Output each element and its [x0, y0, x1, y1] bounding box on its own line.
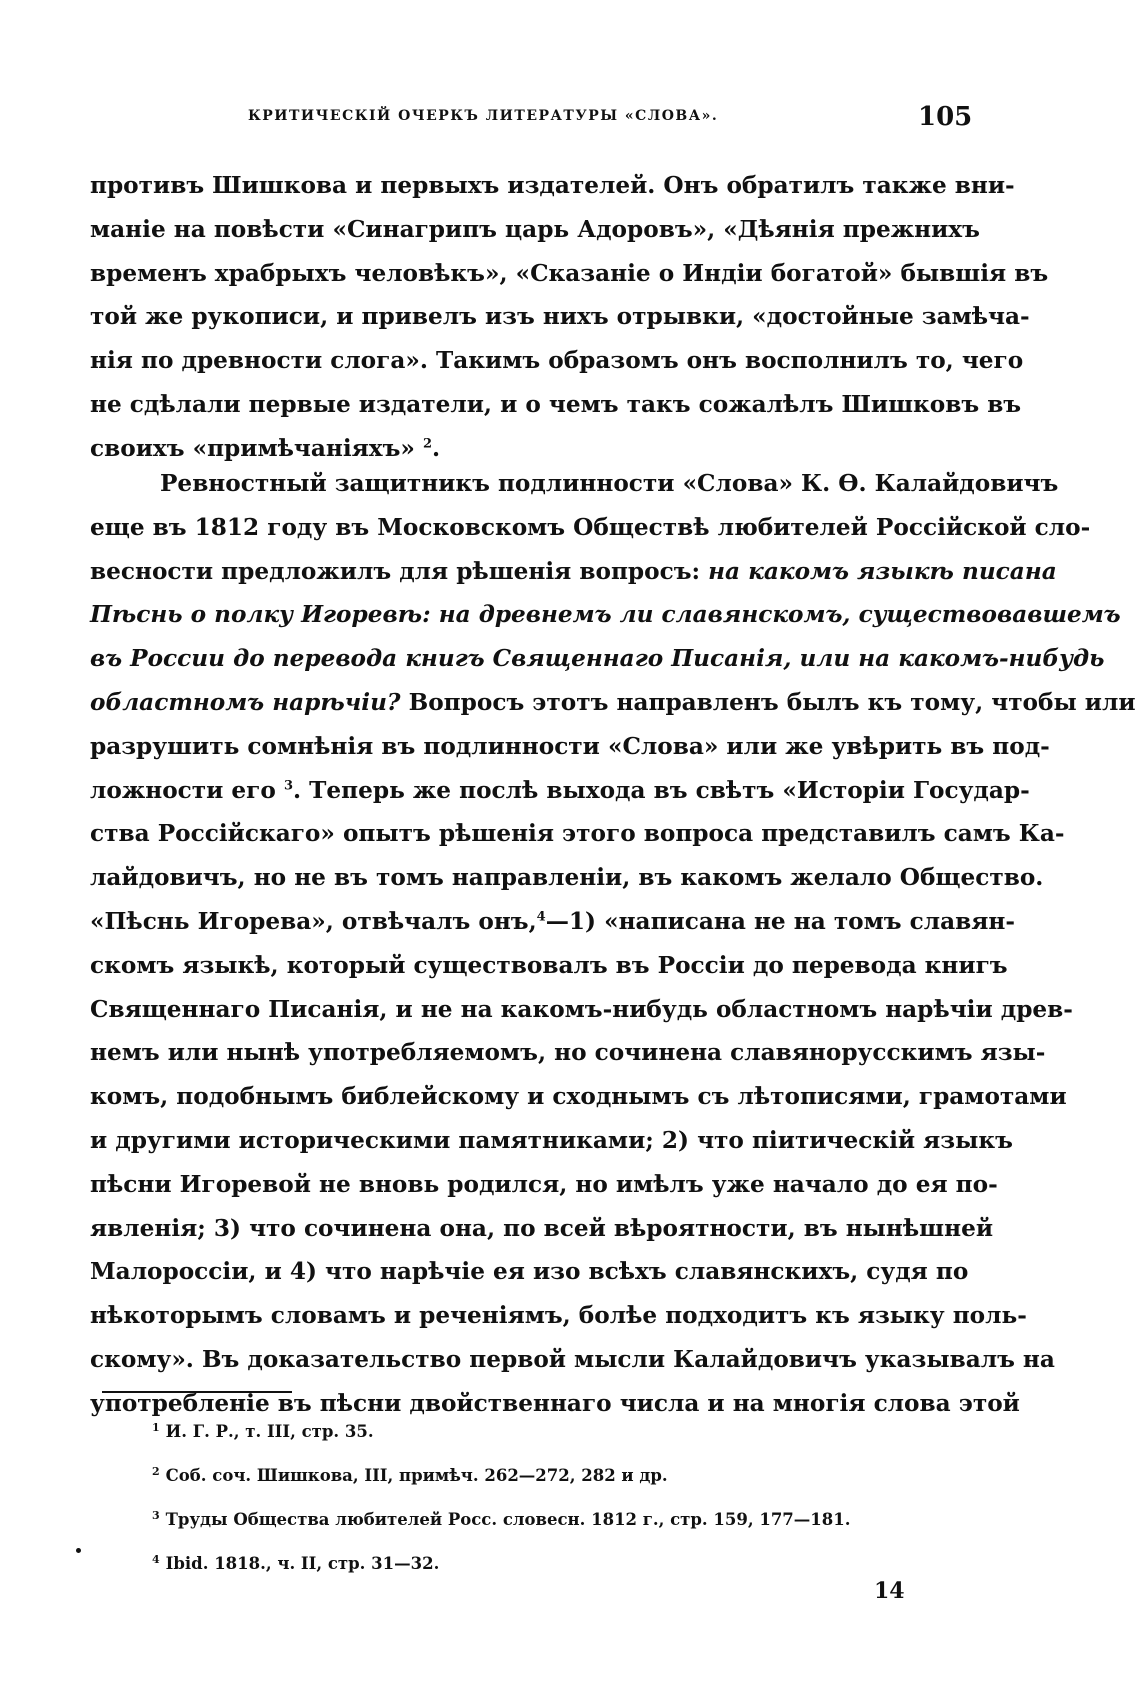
running-title: КРИТИЧЕСКІЙ ОЧЕРКЪ ЛИТЕРАТУРЫ «СЛОВА». [248, 108, 719, 124]
text-line: Малороссіи, и 4) что нарѣчіе ея изо всѣхъ славянскихъ, судя по [90, 1258, 969, 1286]
text-line: лайдовичъ, но не въ томъ направленіи, въ какомъ желало Общество. [90, 864, 1044, 892]
text-line: нѣкоторымъ словамъ и реченіямъ, болѣе подходитъ къ языку поль- [90, 1302, 1027, 1330]
paragraph-2 [90, 462, 1136, 1426]
text-line [90, 900, 1015, 944]
footnote [152, 1410, 972, 1454]
text-line: скому». Въ доказательство первой мысли Калайдовичъ указывалъ на [90, 1345, 1055, 1373]
footnote [152, 1498, 972, 1542]
footnote-text: И. Г. Р., т. III, стр. 35. [165, 1422, 374, 1441]
footnote-mark: 3 [152, 1508, 160, 1522]
text-line: употребленіе въ пѣсни двойственнаго числа и на многія слова этой [90, 1389, 1020, 1417]
footnote [152, 1454, 972, 1498]
text-line [90, 550, 1057, 594]
print-speck [76, 1548, 81, 1553]
text-line: своихъ «примѣчаніяхъ» $^2$. [90, 434, 441, 462]
footnote-ref: 2 [423, 436, 433, 452]
text-line: Священнаго Писанія, и не на какомъ-нибудь областномъ нарѣчіи древ- [90, 995, 1073, 1023]
text-run: своихъ «примѣчаніяхъ» [90, 434, 415, 462]
text-line: Пѣснь о полку Игоревѣ: на древнемъ ли славянскомъ, существовавшемъ [90, 601, 1121, 629]
text-run: весности предложилъ для рѣшенія вопросъ: [90, 557, 701, 585]
text-line: временъ храбрыхъ человѣкъ», «Сказаніе о Индіи богатой» бывшія въ [90, 259, 1049, 287]
italic-question: областномъ нарѣчіи? [90, 688, 401, 716]
text-line: въ России до перевода книгъ Священнаго Писанія, или на какомъ-нибудь [90, 645, 1105, 673]
footnote-divider [102, 1391, 292, 1393]
text-line: той же рукописи, и привелъ изъ нихъ отрывки, «достойные замѣча- [90, 303, 1030, 331]
text-run: —1) «написана не на томъ славян- [545, 907, 1015, 935]
text-run: . Теперь же послѣ выхода въ свѣтъ «Исторіи Государ- [292, 776, 1030, 804]
text-run: ложности его [90, 776, 276, 804]
text-line: еще въ 1812 году въ Московскомъ Обществѣ любителей Россійской сло- [90, 513, 1091, 541]
footnotes [152, 1410, 972, 1586]
footnote-text: Труды Общества любителей Росс. словесн. 1812 г., стр. 159, 177—181. [165, 1510, 851, 1529]
text-line: Ревностный защитникъ подлинности «Слова» К. Ѳ. Калайдовичъ [160, 470, 1059, 497]
text-run: «Пѣснь Игорева», отвѣчалъ онъ, [90, 907, 537, 935]
text-run: Вопросъ этотъ направленъ былъ къ тому, чтобы или [408, 688, 1136, 716]
paragraph-1 [90, 164, 1049, 471]
text-line: ства Россійскаго» опытъ рѣшенія этого вопроса представилъ самъ Ка- [90, 820, 1065, 848]
signature-mark: 14 [874, 1578, 905, 1604]
text-line: комъ, подобнымъ библейскому и сходнымъ съ лѣтописями, грамотами [90, 1083, 1067, 1111]
text-line: нія по древности слога». Такимъ образомъ онъ восполнилъ то, чего [90, 347, 1024, 375]
italic-question: на какомъ языкѣ писана [708, 557, 1057, 585]
text-line [90, 681, 1136, 725]
text-line: пѣсни Игоревой не вновь родился, но имѣлъ уже начало до ея по- [90, 1170, 998, 1198]
footnote-text: Соб. соч. Шишкова, III, примѣч. 262—272, 282 и др. [165, 1466, 668, 1485]
footnote-mark: 1 [152, 1420, 160, 1434]
footnote-ref: 4 [536, 909, 546, 925]
text-line: скомъ языкѣ, который существовалъ въ Россіи до перевода книгъ [90, 951, 1008, 979]
footnote-text: Ibid. 1818., ч. II, стр. 31—32. [165, 1554, 440, 1573]
text-line [90, 769, 1030, 813]
footnote-mark: 2 [152, 1464, 160, 1478]
footnote-mark: 4 [152, 1552, 160, 1566]
text-line: не сдѣлали первые издатели, и о чемъ такъ сожалѣлъ Шишковъ въ [90, 390, 1022, 418]
text-line: немъ или нынѣ употребляемомъ, но сочинена славянорусскимъ язы- [90, 1039, 1046, 1067]
footnote-ref: 3 [283, 777, 293, 793]
page-number: 105 [918, 102, 973, 132]
text-line: и другими историческими памятниками; 2) что піитическій языкъ [90, 1126, 1013, 1154]
text-line: явленія; 3) что сочинена она, по всей вѣроятности, въ нынѣшней [90, 1214, 994, 1242]
footnote [152, 1542, 972, 1586]
text-line: разрушить сомнѣнія въ подлинности «Слова» или же увѣрить въ под- [90, 732, 1050, 760]
text-line: маніе на повѣсти «Синагрипъ царь Адоровъ», «Дѣянія прежнихъ [90, 215, 980, 243]
text-line: противъ Шишкова и первыхъ издателей. Онъ обратилъ также вни- [90, 172, 1015, 199]
